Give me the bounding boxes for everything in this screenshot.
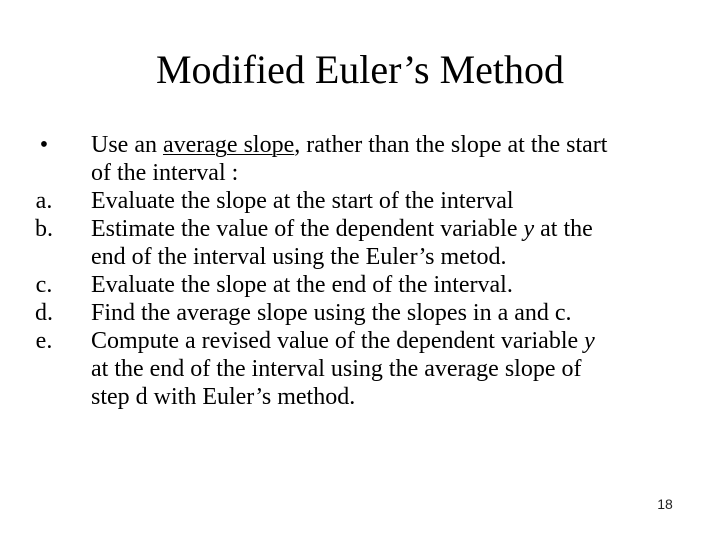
list-marker: b. [35, 216, 53, 242]
page-number: 18 [657, 496, 673, 512]
underlined-term: average slope [162, 132, 295, 158]
text-line: Evaluate the slope at the start of the interval [91, 188, 514, 214]
text-span: , rather than the slope at the start [294, 132, 608, 158]
list-item-e [20, 327, 710, 411]
text-line: Evaluate the slope at the end of the interval. [91, 272, 513, 298]
list-item-intro [20, 131, 710, 187]
list-marker: c. [35, 272, 53, 298]
text-line [91, 131, 710, 159]
slide-title: Modified Euler’s Method [155, 47, 565, 92]
list-item-b [20, 215, 710, 271]
text-line: step d with Euler’s method. [91, 384, 356, 410]
text-line: at the end of the interval using the average slope of [91, 356, 582, 382]
variable-y: y [584, 328, 595, 354]
text-span: Use an [91, 132, 163, 158]
list-item-d [20, 299, 710, 327]
list-item-c [20, 271, 710, 299]
text-span: at the [534, 216, 593, 242]
list-marker: d. [35, 300, 53, 326]
list-item-a [20, 187, 710, 215]
text-line: of the interval : [91, 160, 239, 186]
text-line [91, 215, 710, 243]
list-marker: e. [35, 328, 53, 354]
list-marker: a. [35, 188, 53, 214]
text-line [91, 327, 710, 355]
variable-y: y [523, 216, 535, 242]
text-span: Estimate the value of the dependent variable [91, 216, 524, 242]
text-line: end of the interval using the Euler’s metod. [91, 244, 507, 270]
text-line: Find the average slope using the slopes in a and c. [91, 300, 572, 326]
method-steps-list [20, 131, 710, 411]
text-span: Compute a revised value of the dependent variable [91, 328, 585, 354]
bullet-marker: • [39, 132, 49, 158]
